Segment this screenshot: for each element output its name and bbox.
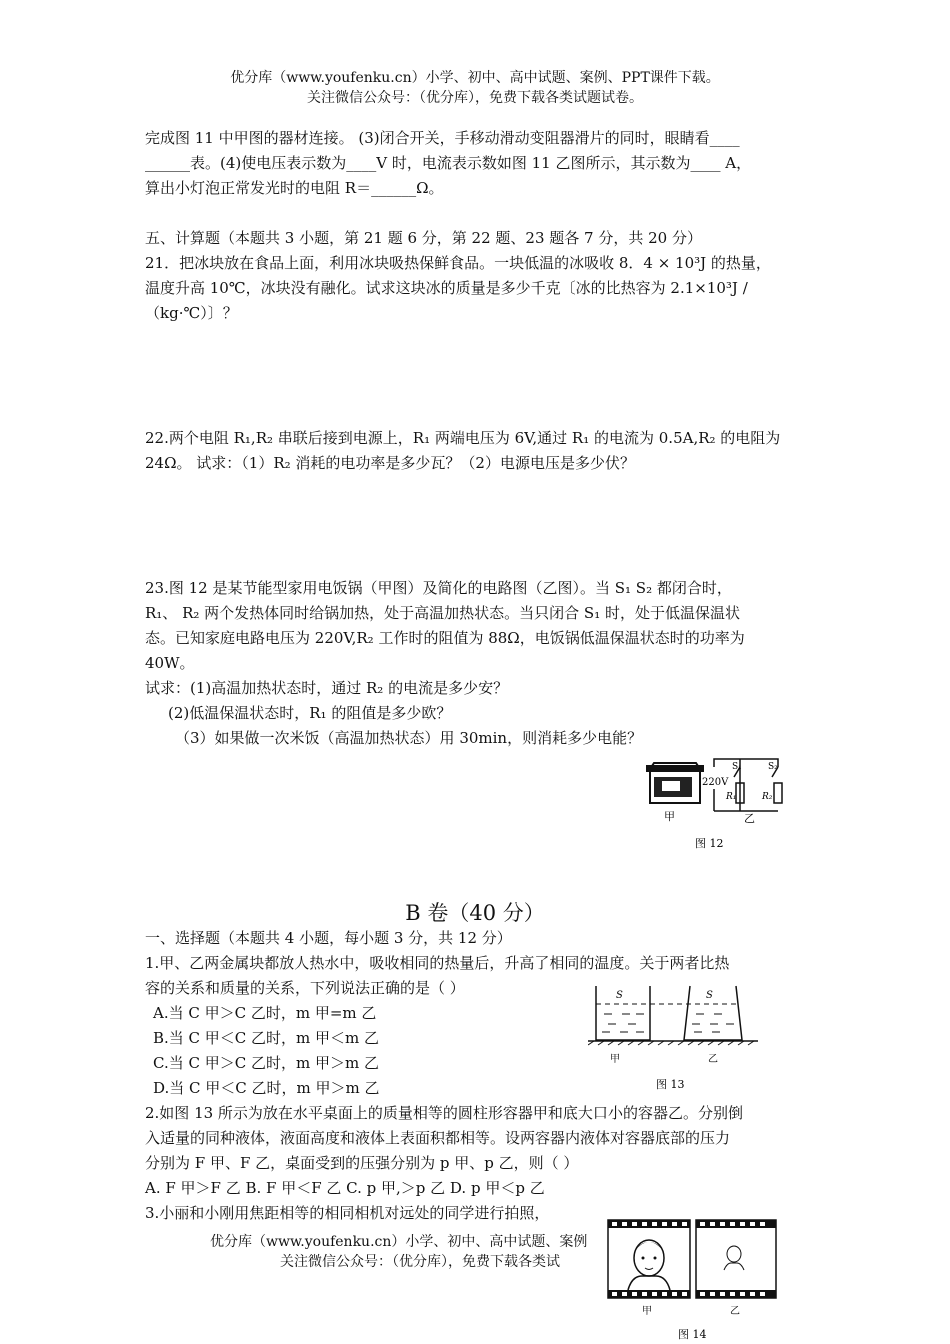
q2-line: 入适量的同种液体，液面高度和液体上表面积都相等。设两容器内液体对容器底部的压力 bbox=[145, 1129, 731, 1147]
q23-line: 40W。 bbox=[145, 654, 195, 672]
q3-line: 3.小丽和小刚用焦距相等的相同相机对远处的同学进行拍照， bbox=[145, 1204, 550, 1222]
q1-option-c: C.当 C 甲＞C 乙时，m 甲＞m 乙 bbox=[153, 1054, 379, 1072]
text-line: 算出小灯泡正常发光时的电阻 R＝______Ω。 bbox=[145, 179, 444, 197]
q23-line: （3）如果做一次米饭（高温加热状态）用 30min，则消耗多少电能？ bbox=[175, 729, 643, 747]
text-line: ______表。(4)使电压表示数为____V 时，电流表示数如图 11 乙图所示，其示数为____ A， bbox=[145, 154, 752, 172]
q2-options: A. F 甲＞F 乙 B. F 甲＜F 乙 C. p 甲,＞p 乙 D. p 甲＜p 乙 bbox=[145, 1179, 545, 1197]
q21-line: 温度升高 10℃，冰块没有融化。试求这块冰的质量是多少千克〔冰的比热容为 2.1×10³J / bbox=[145, 279, 748, 297]
fig12-s2: S₂ bbox=[768, 762, 778, 772]
q1-option-d: D.当 C 甲＜C 乙时，m 甲＞m 乙 bbox=[153, 1079, 380, 1097]
footer-line-2: 关注微信公众号：（优分库），免费下载各类试 bbox=[280, 1254, 560, 1270]
q21-line: （kg·℃）〕？ bbox=[145, 304, 238, 322]
fig12-voltage: 220V bbox=[702, 777, 729, 788]
q23-line: 23.图 12 是某节能型家用电饭锅（甲图）及简化的电路图（乙图）。当 S₁ S₂ 都闭合时， bbox=[145, 579, 732, 597]
section-title: 五、计算题（本题共 3 小题，第 21 题 6 分，第 22 题、23 题各 7 分，共 20 分） bbox=[145, 229, 702, 247]
q1-option-b: B.当 C 甲＜C 乙时，m 甲＜m 乙 bbox=[153, 1029, 380, 1047]
fig13-yi-label: 乙 bbox=[708, 1054, 718, 1065]
fig13-s-left: S bbox=[616, 990, 623, 1001]
figure-12 bbox=[640, 755, 800, 855]
fig13-caption: 图 13 bbox=[656, 1078, 685, 1091]
header-line-1: 优分库（www.youfenku.cn）小学、初中、高中试题、案例、PPT课件下载。 bbox=[230, 70, 720, 86]
figure-13 bbox=[588, 982, 768, 1097]
q23-line: 试求：(1)高温加热状态时，通过 R₂ 的电流是多少安？ bbox=[145, 679, 509, 697]
q1-line: 1.甲、乙两金属块都放人热水中，吸收相同的热量后，升高了相同的温度。关于两者比热 bbox=[145, 954, 730, 972]
fig14-jia-label: 甲 bbox=[642, 1306, 652, 1317]
fig12-r1: R₁ bbox=[726, 792, 737, 802]
q23-line: (2)低温保温状态时，R₁ 的阻值是多少欧？ bbox=[168, 704, 452, 722]
q2-line: 2.如图 13 所示为放在水平桌面上的质量相等的圆柱形容器甲和底大口小的容器乙。分别倒 bbox=[145, 1104, 743, 1122]
fig12-caption: 图 12 bbox=[695, 837, 724, 850]
part-title: 一、选择题（本题共 4 小题，每小题 3 分，共 12 分） bbox=[145, 929, 512, 947]
fig12-r2: R₂ bbox=[762, 792, 773, 802]
fig12-jia-label: 甲 bbox=[664, 810, 675, 823]
q22-line: 24Ω。 试求：（1）R₂ 消耗的电功率是多少瓦？（2）电源电压是多少伏？ bbox=[145, 454, 635, 472]
fig14-yi-label: 乙 bbox=[730, 1306, 740, 1317]
fig12-yi-label: 乙 bbox=[744, 812, 755, 825]
q1-option-a: A.当 C 甲＞C 乙时，m 甲=m 乙 bbox=[153, 1004, 377, 1022]
figure-14 bbox=[600, 1218, 785, 1342]
q23-line: 态。已知家庭电路电压为 220V,R₂ 工作时的阻值为 88Ω，电饭锅低温保温状态时的功率为 bbox=[145, 629, 745, 647]
rice-cooker-drawing bbox=[646, 763, 704, 803]
q23-line: R₁、 R₂ 两个发热体同时给锅加热，处于高温加热状态。当只闭合 S₁ 时，处于低温保温状 bbox=[145, 604, 740, 622]
fig14-caption: 图 14 bbox=[678, 1328, 707, 1341]
q21-line: 21．把冰块放在食品上面，利用冰块吸热保鲜食品。一块低温的冰吸收 8．4 × 10³J 的热量， bbox=[145, 254, 771, 272]
fig13-s-right: S bbox=[706, 990, 713, 1001]
header-line-2: 关注微信公众号：（优分库），免费下载各类试题试卷。 bbox=[307, 90, 643, 106]
q2-line: 分别为 F 甲、F 乙，桌面受到的压强分别为 p 甲、p 乙，则（ ） bbox=[145, 1154, 579, 1172]
footer-line-1: 优分库（www.youfenku.cn）小学、初中、高中试题、案例 bbox=[210, 1234, 588, 1250]
q22-line: 22.两个电阻 R₁,R₂ 串联后接到电源上，R₁ 两端电压为 6V,通过 R₁ 的电流为 0.5A,R₂ 的电阻为 bbox=[145, 429, 781, 447]
q1-line: 容的关系和质量的关系，下列说法正确的是（ ） bbox=[145, 979, 465, 997]
fig12-s1: S₁ bbox=[732, 762, 742, 772]
text-line: 完成图 11 中甲图的器材连接。 (3)闭合开关，手移动滑动变阻器滑片的同时，眼睛看____ bbox=[145, 129, 740, 147]
fig13-jia-label: 甲 bbox=[610, 1054, 620, 1065]
section-b-title: B 卷（40 分） bbox=[405, 901, 545, 925]
